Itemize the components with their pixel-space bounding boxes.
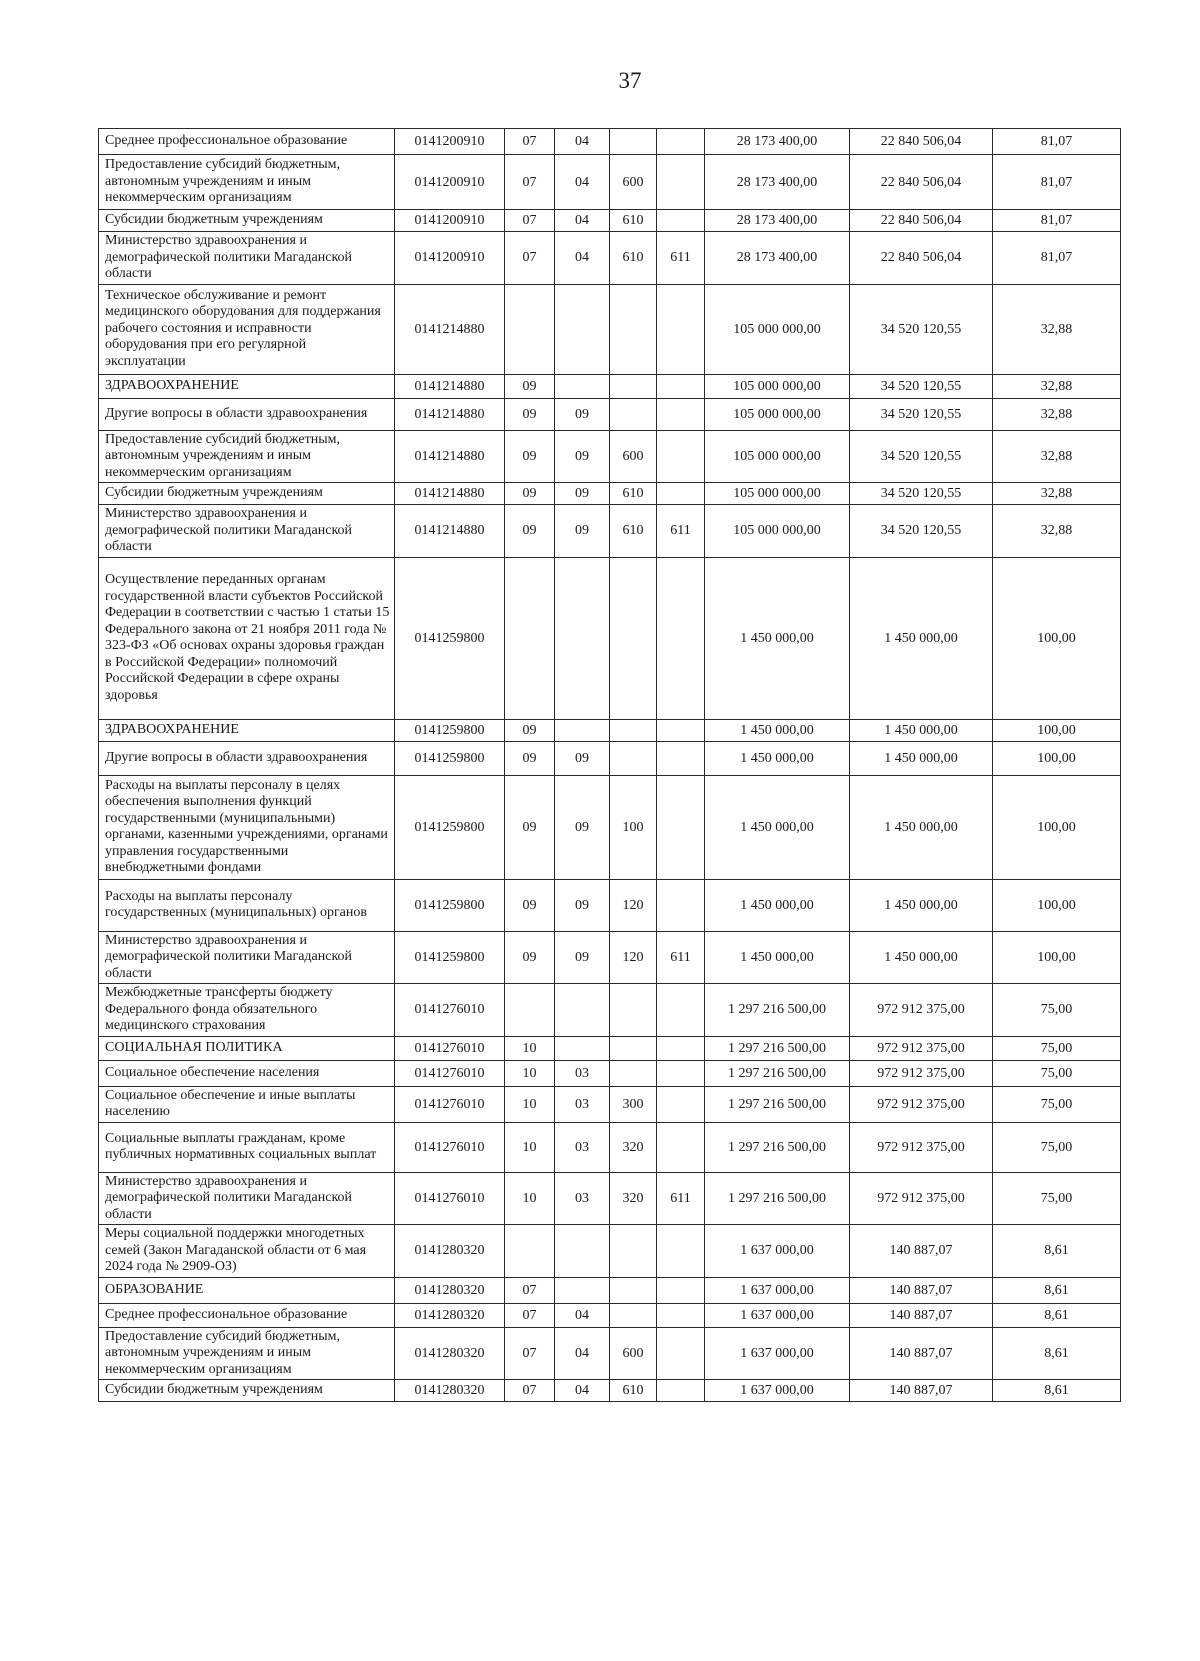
- subsection-code-cell: 09: [555, 741, 610, 775]
- budget-execution-table: [98, 128, 1121, 1402]
- executed-amount-cell: 972 912 375,00: [850, 1172, 993, 1225]
- expense-type-code-cell: [610, 557, 657, 719]
- planned-amount-cell: 1 450 000,00: [705, 719, 850, 741]
- administrator-code-cell: [657, 430, 705, 483]
- target-article-code-cell: 0141259800: [395, 741, 505, 775]
- execution-percent-cell: 75,00: [993, 984, 1121, 1037]
- table-row: [99, 155, 1121, 210]
- planned-amount-cell: 1 297 216 500,00: [705, 1060, 850, 1086]
- planned-amount-cell: 28 173 400,00: [705, 210, 850, 232]
- expense-name-cell: СОЦИАЛЬНАЯ ПОЛИТИКА: [99, 1036, 395, 1060]
- administrator-code-cell: [657, 775, 705, 879]
- expense-type-code-cell: 600: [610, 430, 657, 483]
- section-code-cell: 07: [505, 155, 555, 210]
- target-article-code-cell: 0141276010: [395, 1060, 505, 1086]
- executed-amount-cell: 34 520 120,55: [850, 284, 993, 374]
- planned-amount-cell: 105 000 000,00: [705, 374, 850, 398]
- expense-name-cell: Предоставление субсидий бюджетным, автономным учреждениям и иным некоммерческим организациям: [99, 430, 395, 483]
- expense-name-cell: Субсидии бюджетным учреждениям: [99, 210, 395, 232]
- execution-percent-cell: 75,00: [993, 1172, 1121, 1225]
- subsection-code-cell: 04: [555, 129, 610, 155]
- target-article-code-cell: 0141276010: [395, 984, 505, 1037]
- expense-type-code-cell: 610: [610, 210, 657, 232]
- executed-amount-cell: 22 840 506,04: [850, 210, 993, 232]
- target-article-code-cell: 0141200910: [395, 232, 505, 285]
- table-row: [99, 505, 1121, 558]
- section-code-cell: 09: [505, 775, 555, 879]
- section-code-cell: 10: [505, 1172, 555, 1225]
- subsection-code-cell: 09: [555, 775, 610, 879]
- subsection-code-cell: 04: [555, 1327, 610, 1380]
- execution-percent-cell: 100,00: [993, 931, 1121, 984]
- planned-amount-cell: 28 173 400,00: [705, 129, 850, 155]
- subsection-code-cell: [555, 284, 610, 374]
- target-article-code-cell: 0141214880: [395, 430, 505, 483]
- expense-type-code-cell: [610, 1277, 657, 1303]
- section-code-cell: 09: [505, 398, 555, 430]
- administrator-code-cell: [657, 1225, 705, 1278]
- table-row: [99, 1380, 1121, 1402]
- administrator-code-cell: [657, 1036, 705, 1060]
- table-row: [99, 374, 1121, 398]
- executed-amount-cell: 140 887,07: [850, 1380, 993, 1402]
- planned-amount-cell: 1 450 000,00: [705, 741, 850, 775]
- page-number: 37: [618, 68, 642, 93]
- administrator-code-cell: [657, 1380, 705, 1402]
- table-row: [99, 398, 1121, 430]
- executed-amount-cell: 972 912 375,00: [850, 1036, 993, 1060]
- planned-amount-cell: 105 000 000,00: [705, 505, 850, 558]
- execution-percent-cell: 32,88: [993, 284, 1121, 374]
- target-article-code-cell: 0141200910: [395, 129, 505, 155]
- table-row: [99, 232, 1121, 285]
- subsection-code-cell: 03: [555, 1086, 610, 1122]
- administrator-code-cell: 611: [657, 931, 705, 984]
- administrator-code-cell: [657, 374, 705, 398]
- subsection-code-cell: [555, 1036, 610, 1060]
- executed-amount-cell: 34 520 120,55: [850, 505, 993, 558]
- expense-type-code-cell: [610, 398, 657, 430]
- execution-percent-cell: 8,61: [993, 1327, 1121, 1380]
- executed-amount-cell: 972 912 375,00: [850, 1122, 993, 1172]
- planned-amount-cell: 105 000 000,00: [705, 284, 850, 374]
- section-code-cell: 10: [505, 1086, 555, 1122]
- expense-type-code-cell: [610, 741, 657, 775]
- table-row: [99, 879, 1121, 931]
- section-code-cell: 07: [505, 1327, 555, 1380]
- administrator-code-cell: [657, 879, 705, 931]
- administrator-code-cell: [657, 398, 705, 430]
- expense-type-code-cell: 300: [610, 1086, 657, 1122]
- section-code-cell: 09: [505, 483, 555, 505]
- expense-name-cell: Субсидии бюджетным учреждениям: [99, 1380, 395, 1402]
- table-row: [99, 284, 1121, 374]
- table-row: [99, 1225, 1121, 1278]
- expense-name-cell: ЗДРАВООХРАНЕНИЕ: [99, 374, 395, 398]
- expense-name-cell: Другие вопросы в области здравоохранения: [99, 741, 395, 775]
- expense-type-code-cell: [610, 1036, 657, 1060]
- executed-amount-cell: 972 912 375,00: [850, 1060, 993, 1086]
- expense-name-cell: Среднее профессиональное образование: [99, 1303, 395, 1327]
- administrator-code-cell: [657, 557, 705, 719]
- executed-amount-cell: 22 840 506,04: [850, 129, 993, 155]
- execution-percent-cell: 100,00: [993, 775, 1121, 879]
- execution-percent-cell: 100,00: [993, 879, 1121, 931]
- planned-amount-cell: 105 000 000,00: [705, 483, 850, 505]
- target-article-code-cell: 0141280320: [395, 1327, 505, 1380]
- administrator-code-cell: [657, 984, 705, 1037]
- subsection-code-cell: 09: [555, 931, 610, 984]
- executed-amount-cell: 972 912 375,00: [850, 1086, 993, 1122]
- subsection-code-cell: 04: [555, 232, 610, 285]
- execution-percent-cell: 8,61: [993, 1225, 1121, 1278]
- administrator-code-cell: [657, 741, 705, 775]
- administrator-code-cell: [657, 719, 705, 741]
- expense-name-cell: Субсидии бюджетным учреждениям: [99, 483, 395, 505]
- planned-amount-cell: 1 637 000,00: [705, 1225, 850, 1278]
- execution-percent-cell: 81,07: [993, 210, 1121, 232]
- planned-amount-cell: 1 637 000,00: [705, 1303, 850, 1327]
- expense-name-cell: Социальное обеспечение населения: [99, 1060, 395, 1086]
- expense-type-code-cell: 320: [610, 1122, 657, 1172]
- execution-percent-cell: 75,00: [993, 1122, 1121, 1172]
- target-article-code-cell: 0141259800: [395, 719, 505, 741]
- planned-amount-cell: 1 297 216 500,00: [705, 1122, 850, 1172]
- section-code-cell: 10: [505, 1036, 555, 1060]
- expense-type-code-cell: 120: [610, 931, 657, 984]
- expense-type-code-cell: [610, 129, 657, 155]
- section-code-cell: 09: [505, 374, 555, 398]
- executed-amount-cell: 140 887,07: [850, 1303, 993, 1327]
- table-row: [99, 1327, 1121, 1380]
- administrator-code-cell: [657, 1060, 705, 1086]
- subsection-code-cell: 09: [555, 430, 610, 483]
- subsection-code-cell: 04: [555, 1380, 610, 1402]
- administrator-code-cell: 611: [657, 1172, 705, 1225]
- target-article-code-cell: 0141280320: [395, 1277, 505, 1303]
- planned-amount-cell: 105 000 000,00: [705, 430, 850, 483]
- target-article-code-cell: 0141214880: [395, 374, 505, 398]
- expense-type-code-cell: 100: [610, 775, 657, 879]
- subsection-code-cell: 09: [555, 398, 610, 430]
- section-code-cell: 09: [505, 430, 555, 483]
- subsection-code-cell: 09: [555, 505, 610, 558]
- expense-type-code-cell: 320: [610, 1172, 657, 1225]
- execution-percent-cell: 8,61: [993, 1380, 1121, 1402]
- expense-name-cell: Осуществление переданных органам государственной власти субъектов Российской Федерации в соответствии с частью 1 статьи 15 Федерального закона от 21 ноября 2011 года № 323-ФЗ «Об основах охраны здоровья граждан в Российской Федерации» полномочий Российской Федерации в сфере охраны здоровья: [99, 557, 395, 719]
- executed-amount-cell: 1 450 000,00: [850, 557, 993, 719]
- planned-amount-cell: 1 637 000,00: [705, 1277, 850, 1303]
- table-row: [99, 129, 1121, 155]
- planned-amount-cell: 1 450 000,00: [705, 879, 850, 931]
- section-code-cell: 07: [505, 1380, 555, 1402]
- target-article-code-cell: 0141276010: [395, 1172, 505, 1225]
- executed-amount-cell: 1 450 000,00: [850, 931, 993, 984]
- expense-type-code-cell: [610, 984, 657, 1037]
- expense-type-code-cell: 610: [610, 232, 657, 285]
- administrator-code-cell: 611: [657, 505, 705, 558]
- administrator-code-cell: [657, 210, 705, 232]
- administrator-code-cell: 611: [657, 232, 705, 285]
- expense-type-code-cell: 120: [610, 879, 657, 931]
- target-article-code-cell: 0141214880: [395, 483, 505, 505]
- section-code-cell: 10: [505, 1060, 555, 1086]
- execution-percent-cell: 32,88: [993, 374, 1121, 398]
- administrator-code-cell: [657, 155, 705, 210]
- target-article-code-cell: 0141200910: [395, 155, 505, 210]
- subsection-code-cell: 04: [555, 1303, 610, 1327]
- administrator-code-cell: [657, 1086, 705, 1122]
- expense-name-cell: Межбюджетные трансферты бюджету Федерального фонда обязательного медицинского страхования: [99, 984, 395, 1037]
- planned-amount-cell: 28 173 400,00: [705, 232, 850, 285]
- expense-name-cell: Министерство здравоохранения и демографической политики Магаданской области: [99, 931, 395, 984]
- planned-amount-cell: 1 297 216 500,00: [705, 984, 850, 1037]
- subsection-code-cell: 04: [555, 155, 610, 210]
- executed-amount-cell: 34 520 120,55: [850, 483, 993, 505]
- expense-type-code-cell: 610: [610, 1380, 657, 1402]
- table-row: [99, 741, 1121, 775]
- subsection-code-cell: 03: [555, 1060, 610, 1086]
- expense-name-cell: Другие вопросы в области здравоохранения: [99, 398, 395, 430]
- expense-name-cell: Меры социальной поддержки многодетных семей (Закон Магаданской области от 6 мая 2024 года № 2909-ОЗ): [99, 1225, 395, 1278]
- section-code-cell: 09: [505, 931, 555, 984]
- table-row: [99, 931, 1121, 984]
- execution-percent-cell: 32,88: [993, 430, 1121, 483]
- expense-name-cell: ОБРАЗОВАНИЕ: [99, 1277, 395, 1303]
- section-code-cell: [505, 1225, 555, 1278]
- execution-percent-cell: 81,07: [993, 232, 1121, 285]
- expense-name-cell: Социальное обеспечение и иные выплаты населению: [99, 1086, 395, 1122]
- section-code-cell: 10: [505, 1122, 555, 1172]
- expense-type-code-cell: [610, 1303, 657, 1327]
- subsection-code-cell: [555, 557, 610, 719]
- executed-amount-cell: 140 887,07: [850, 1277, 993, 1303]
- target-article-code-cell: 0141214880: [395, 505, 505, 558]
- expense-type-code-cell: 600: [610, 1327, 657, 1380]
- section-code-cell: 07: [505, 129, 555, 155]
- execution-percent-cell: 32,88: [993, 398, 1121, 430]
- section-code-cell: 09: [505, 741, 555, 775]
- subsection-code-cell: [555, 719, 610, 741]
- execution-percent-cell: 81,07: [993, 155, 1121, 210]
- administrator-code-cell: [657, 1303, 705, 1327]
- table-row: [99, 1277, 1121, 1303]
- section-code-cell: [505, 557, 555, 719]
- administrator-code-cell: [657, 284, 705, 374]
- subsection-code-cell: 03: [555, 1172, 610, 1225]
- subsection-code-cell: 09: [555, 483, 610, 505]
- section-code-cell: 07: [505, 1277, 555, 1303]
- section-code-cell: [505, 284, 555, 374]
- planned-amount-cell: 1 297 216 500,00: [705, 1086, 850, 1122]
- administrator-code-cell: [657, 129, 705, 155]
- expense-name-cell: Расходы на выплаты персоналу государственных (муниципальных) органов: [99, 879, 395, 931]
- executed-amount-cell: 1 450 000,00: [850, 879, 993, 931]
- section-code-cell: 07: [505, 232, 555, 285]
- subsection-code-cell: [555, 1225, 610, 1278]
- target-article-code-cell: 0141276010: [395, 1036, 505, 1060]
- table-row: [99, 557, 1121, 719]
- expense-name-cell: Предоставление субсидий бюджетным, автономным учреждениям и иным некоммерческим организациям: [99, 155, 395, 210]
- target-article-code-cell: 0141280320: [395, 1225, 505, 1278]
- administrator-code-cell: [657, 483, 705, 505]
- table-body: [99, 129, 1121, 1402]
- target-article-code-cell: 0141214880: [395, 284, 505, 374]
- expense-name-cell: ЗДРАВООХРАНЕНИЕ: [99, 719, 395, 741]
- planned-amount-cell: 1 637 000,00: [705, 1380, 850, 1402]
- section-code-cell: 07: [505, 1303, 555, 1327]
- subsection-code-cell: [555, 984, 610, 1037]
- table-row: [99, 483, 1121, 505]
- expense-name-cell: Министерство здравоохранения и демографической политики Магаданской области: [99, 1172, 395, 1225]
- expense-type-code-cell: [610, 1225, 657, 1278]
- expense-type-code-cell: [610, 719, 657, 741]
- subsection-code-cell: 03: [555, 1122, 610, 1172]
- subsection-code-cell: [555, 374, 610, 398]
- target-article-code-cell: 0141259800: [395, 879, 505, 931]
- table-row: [99, 1122, 1121, 1172]
- target-article-code-cell: 0141200910: [395, 210, 505, 232]
- expense-name-cell: Предоставление субсидий бюджетным, автономным учреждениям и иным некоммерческим организациям: [99, 1327, 395, 1380]
- planned-amount-cell: 28 173 400,00: [705, 155, 850, 210]
- table-row: [99, 984, 1121, 1037]
- executed-amount-cell: 1 450 000,00: [850, 741, 993, 775]
- section-code-cell: 07: [505, 210, 555, 232]
- target-article-code-cell: 0141280320: [395, 1380, 505, 1402]
- expense-type-code-cell: 610: [610, 483, 657, 505]
- target-article-code-cell: 0141259800: [395, 557, 505, 719]
- planned-amount-cell: 1 297 216 500,00: [705, 1172, 850, 1225]
- target-article-code-cell: 0141259800: [395, 775, 505, 879]
- expense-type-code-cell: [610, 374, 657, 398]
- table-row: [99, 775, 1121, 879]
- execution-percent-cell: 75,00: [993, 1060, 1121, 1086]
- executed-amount-cell: 22 840 506,04: [850, 232, 993, 285]
- administrator-code-cell: [657, 1122, 705, 1172]
- section-code-cell: 09: [505, 719, 555, 741]
- administrator-code-cell: [657, 1327, 705, 1380]
- executed-amount-cell: 1 450 000,00: [850, 719, 993, 741]
- executed-amount-cell: 34 520 120,55: [850, 374, 993, 398]
- expense-type-code-cell: [610, 284, 657, 374]
- expense-name-cell: Социальные выплаты гражданам, кроме публичных нормативных социальных выплат: [99, 1122, 395, 1172]
- executed-amount-cell: 140 887,07: [850, 1225, 993, 1278]
- table-row: [99, 1303, 1121, 1327]
- executed-amount-cell: 22 840 506,04: [850, 155, 993, 210]
- target-article-code-cell: 0141259800: [395, 931, 505, 984]
- executed-amount-cell: 34 520 120,55: [850, 398, 993, 430]
- execution-percent-cell: 8,61: [993, 1277, 1121, 1303]
- section-code-cell: 09: [505, 879, 555, 931]
- table-row: [99, 1060, 1121, 1086]
- planned-amount-cell: 1 450 000,00: [705, 557, 850, 719]
- execution-percent-cell: 8,61: [993, 1303, 1121, 1327]
- executed-amount-cell: 140 887,07: [850, 1327, 993, 1380]
- execution-percent-cell: 100,00: [993, 741, 1121, 775]
- planned-amount-cell: 1 450 000,00: [705, 931, 850, 984]
- target-article-code-cell: 0141280320: [395, 1303, 505, 1327]
- expense-name-cell: Расходы на выплаты персоналу в целях обеспечения выполнения функций государственными (муниципальными) органами, казенными учреждениями, органами управления государственными внебюджетными фондами: [99, 775, 395, 879]
- subsection-code-cell: 09: [555, 879, 610, 931]
- expense-type-code-cell: [610, 1060, 657, 1086]
- execution-percent-cell: 32,88: [993, 483, 1121, 505]
- table-row: [99, 719, 1121, 741]
- execution-percent-cell: 75,00: [993, 1086, 1121, 1122]
- expense-name-cell: Министерство здравоохранения и демографической политики Магаданской области: [99, 232, 395, 285]
- table-row: [99, 1036, 1121, 1060]
- executed-amount-cell: 1 450 000,00: [850, 775, 993, 879]
- table-row: [99, 210, 1121, 232]
- table-row: [99, 430, 1121, 483]
- expense-type-code-cell: 610: [610, 505, 657, 558]
- table-row: [99, 1172, 1121, 1225]
- expense-name-cell: Министерство здравоохранения и демографической политики Магаданской области: [99, 505, 395, 558]
- execution-percent-cell: 75,00: [993, 1036, 1121, 1060]
- section-code-cell: 09: [505, 505, 555, 558]
- table-row: [99, 1086, 1121, 1122]
- section-code-cell: [505, 984, 555, 1037]
- planned-amount-cell: 1 637 000,00: [705, 1327, 850, 1380]
- execution-percent-cell: 100,00: [993, 557, 1121, 719]
- execution-percent-cell: 81,07: [993, 129, 1121, 155]
- expense-type-code-cell: 600: [610, 155, 657, 210]
- planned-amount-cell: 1 297 216 500,00: [705, 1036, 850, 1060]
- target-article-code-cell: 0141276010: [395, 1122, 505, 1172]
- execution-percent-cell: 100,00: [993, 719, 1121, 741]
- execution-percent-cell: 32,88: [993, 505, 1121, 558]
- target-article-code-cell: 0141214880: [395, 398, 505, 430]
- planned-amount-cell: 1 450 000,00: [705, 775, 850, 879]
- expense-name-cell: Среднее профессиональное образование: [99, 129, 395, 155]
- subsection-code-cell: 04: [555, 210, 610, 232]
- executed-amount-cell: 34 520 120,55: [850, 430, 993, 483]
- planned-amount-cell: 105 000 000,00: [705, 398, 850, 430]
- executed-amount-cell: 972 912 375,00: [850, 984, 993, 1037]
- target-article-code-cell: 0141276010: [395, 1086, 505, 1122]
- administrator-code-cell: [657, 1277, 705, 1303]
- subsection-code-cell: [555, 1277, 610, 1303]
- expense-name-cell: Техническое обслуживание и ремонт медицинского оборудования для поддержания рабочего состояния и исправности оборудования при его регулярной эксплуатации: [99, 284, 395, 374]
